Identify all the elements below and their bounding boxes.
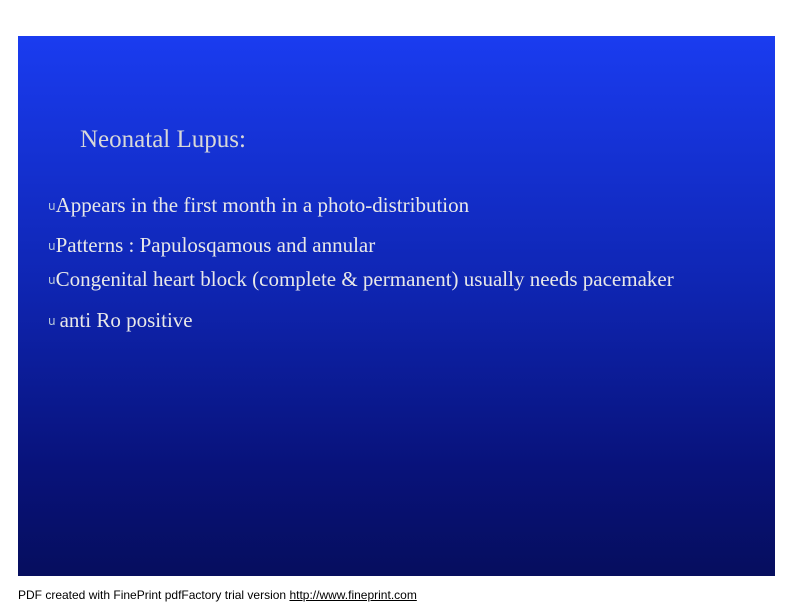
pdf-footer: [18, 588, 417, 602]
bullet-marker-icon: u: [48, 273, 56, 287]
bullet-item: [48, 233, 375, 258]
slide-title: Neonatal Lupus:: [80, 126, 246, 153]
footer-text: PDF created with FinePrint pdfFactory trial version: [18, 588, 290, 602]
footer-link[interactable]: http://www.fineprint.com: [289, 588, 417, 602]
bullet-text: Appears in the first month in a photo-distribution: [55, 193, 470, 217]
bullet-item: [48, 308, 193, 333]
bullet-text: anti Ro positive: [59, 308, 193, 332]
bullet-marker-icon: u: [48, 314, 56, 328]
slide: [18, 36, 775, 576]
bullet-marker-icon: u: [48, 239, 56, 253]
bullet-text: Congenital heart block (complete & permanent) usually needs pacemaker: [55, 267, 674, 291]
bullet-text: Patterns : Papulosqamous and annular: [55, 233, 376, 257]
bullet-item: [48, 267, 674, 292]
bullet-marker-icon: u: [48, 199, 56, 213]
bullet-item: [48, 193, 469, 218]
